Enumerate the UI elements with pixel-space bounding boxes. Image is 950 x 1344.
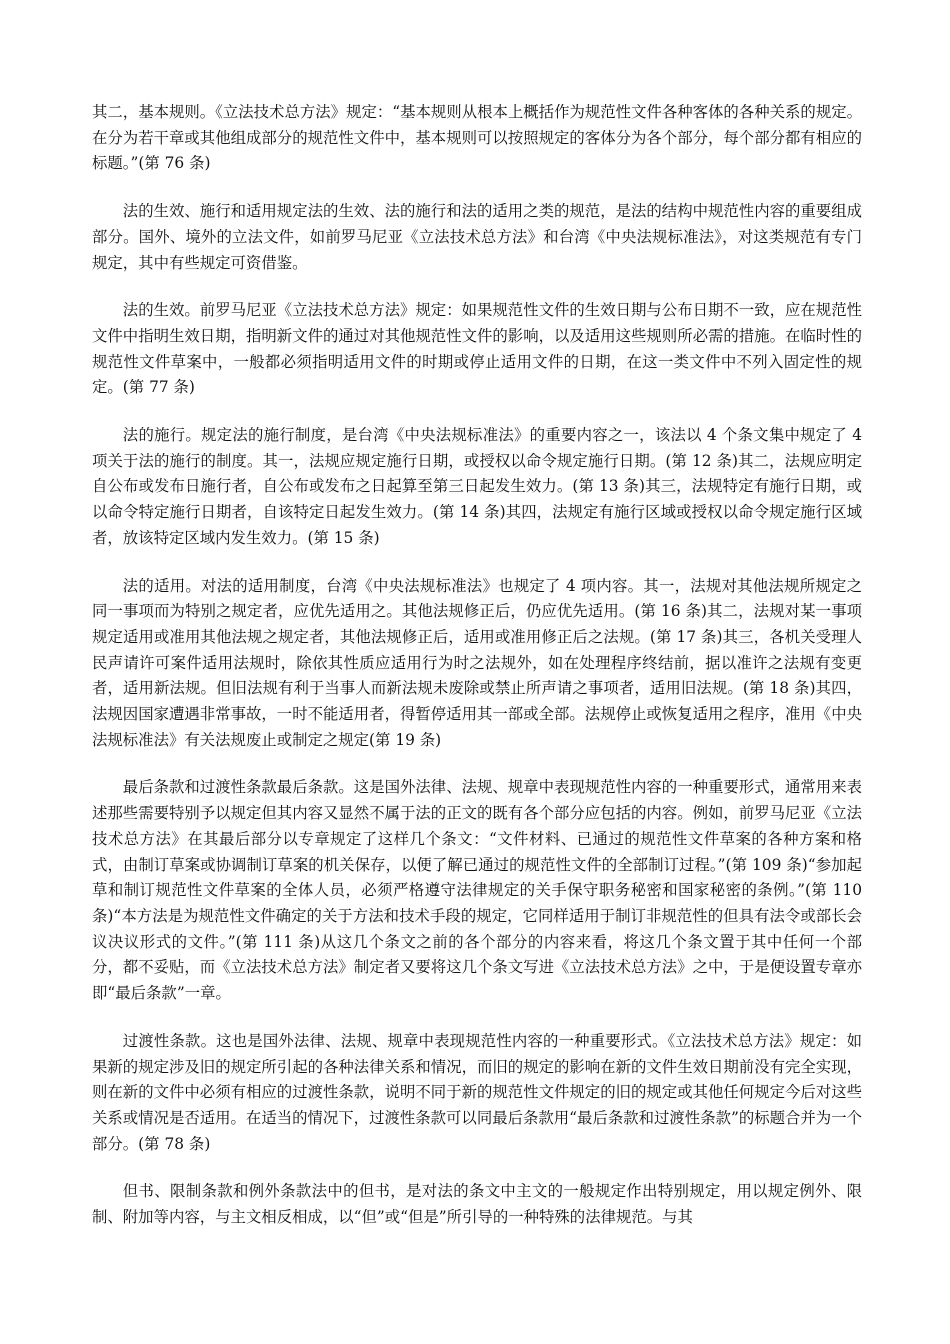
paragraph-implementation: 法的施行。规定法的施行制度，是台湾《中央法规标准法》的重要内容之一，该法以 4 个条文集中规定了 4 项关于法的施行的制度。其一，法规应规定施行日期，或授权以命令规定施行日期。(第 12 条)其二，法规应明定自公布或发布日施行者，自公布或发布之日起算至第三日起发生效力。(第 13 条)其三，法规特定有施行日期，或以命令特定施行日期者，自该特定日起发生效力。(第 14 条)其四，法规定有施行区域或授权以命令规定施行区域者，放该特定区域内发生效力。(第 15 条) (92, 426, 862, 547)
paragraph-application: 法的适用。对法的适用制度，台湾《中央法规标准法》也规定了 4 项内容。其一，法规对其他法规所规定之同一事项而为特别之规定者，应优先适用之。其他法规修正后，仍应优先适用。(第 16 条)其二，法规对某一事项规定适用或准用其他法规之规定者，其他法规修正后，适用或准用修正后之法规。(第 17 条)其三，各机关受理人民声请许可案件适用法规时，除依其性质应适用行为时之法规外，如在处理程序终结前，据以准许之法规有变更者，适用新法规。但旧法规有利于当事人而新法规未废除或禁止所声请之事项者，适用旧法规。(第 18 条)其四，法规因国家遭遇非常事故，一时不能适用者，得暂停适用其一部或全部。法规停止或恢复适用之程序，准用《中央法规标准法》有关法规废止或制定之规定(第 19 条) (92, 576, 862, 749)
paragraph-basic-rules: 其二，基本规则。《立法技术总方法》规定：“基本规则从根本上概括作为规范性文件各种客体的各种关系的规定。在分为若干章或其他组成部分的规范性文件中，基本规则可以按照规定的客体分为各个部分，每个部分都有相应的标题。”(第 76 条) (92, 103, 862, 173)
document-body (92, 100, 862, 1253)
paragraph-transitional-clauses: 过渡性条款。这也是国外法律、法规、规章中表现规范性内容的一种重要形式。《立法技术总方法》规定：如果新的规定涉及旧的规定所引起的各种法律关系和情况，而旧的规定的影响在新的文件生效日期前没有完全实现，则在新的文件中必须有相应的过渡性条款，说明不同于新的规范性文件规定的旧的规定或其他任何规定今后对这些关系或情况是否适用。在适当的情况下，过渡性条款可以同最后条款用“最后条款和过渡性条款”的标题合并为一个部分。(第 78 条) (92, 1031, 862, 1153)
paragraph-effect-implementation-application: 法的生效、施行和适用规定法的生效、法的施行和法的适用之类的规范，是法的结构中规范性内容的重要组成部分。国外、境外的立法文件，如前罗马尼亚《立法技术总方法》和台湾《中央法规标准法》，对这类规范有专门规定，其中有些规定可资借鉴。 (92, 202, 862, 272)
paragraph-proviso-clauses: 但书、限制条款和例外条款法中的但书，是对法的条文中主文的一般规定作出特别规定，用以规定例外、限制、附加等内容，与主文相反相成，以“但”或“但是”所引导的一种特殊的法律规范。与其 (92, 1182, 862, 1227)
paragraph-effect: 法的生效。前罗马尼亚《立法技术总方法》规定：如果规范性文件的生效日期与公布日期不一致，应在规范性文件中指明生效日期，指明新文件的通过对其他规范性文件的影响，以及适用这些规则所必需的措施。在临时性的规范性文件草案中，一般都必须指明适用文件的时期或停止适用文件的日期，在这一类文件中不列入固定性的规定。(第 77 条) (92, 301, 862, 397)
paragraph-final-clauses: 最后条款和过渡性条款最后条款。这是国外法律、法规、规章中表现规范性内容的一种重要形式，通常用来表述那些需要特别予以规定但其内容又显然不属于法的正文的既有各个部分应包括的内容。例如，前罗马尼亚《立法技术总方法》在其最后部分以专章规定了这样几个条文：“文件材料、已通过的规范性文件草案的各种方案和格式，由制订草案或协调制订草案的机关保存，以便了解已通过的规范性文件的全部制订过程。”(第 109 条)“参加起草和制订规范性文件草案的全体人员，必须严格遵守法律规定的关手保守职务秘密和国家秘密的条例。”(第 110 条)“本方法是为规范性文件确定的关于方法和技术手段的规定，它同样适用于制订非规范性的但具有法令或部长会议决议形式的文件。”(第 111 条)从这几个条文之前的各个部分的内容来看，将这几个条文置于其中任何一个部分，都不妥贴，而《立法技术总方法》制定者又要将这几个条文写进《立法技术总方法》之中，于是便设置专章亦即“最后条款”一章。 (92, 778, 862, 1003)
